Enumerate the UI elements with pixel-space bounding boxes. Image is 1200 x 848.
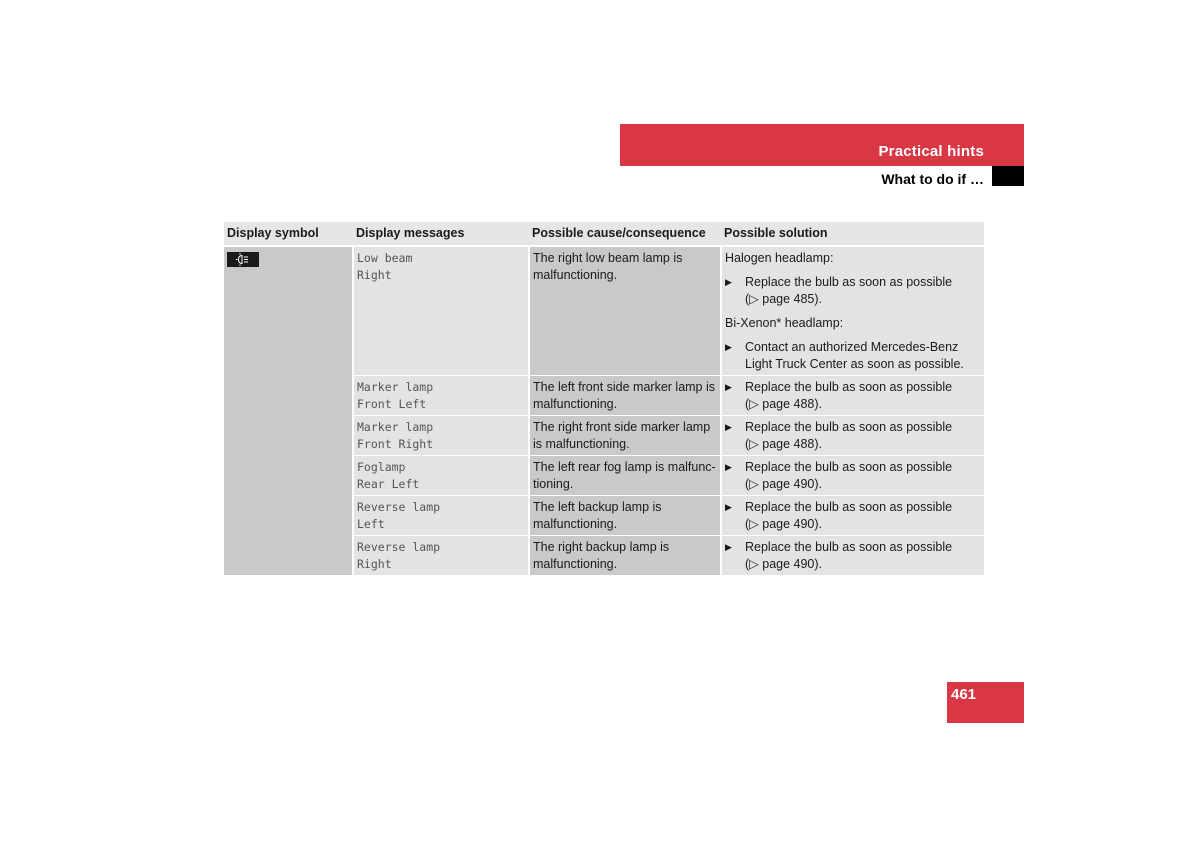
- page-reference: (▷ page 490).: [745, 517, 823, 531]
- solution-bullet: ▶ Replace the bulb as soon as possible: [725, 459, 981, 476]
- cause-cell: The left backup lamp is malfunctioning.: [529, 496, 721, 536]
- column-header-display-messages: Display messages: [353, 222, 529, 246]
- solution-bullet-continued: Light Truck Center as soon as possible.: [745, 357, 964, 371]
- display-message-cell: [353, 536, 529, 576]
- message-line: Rear Left: [357, 477, 420, 491]
- cause-cell: The right front side marker lamp is malfunctioning.: [529, 416, 721, 456]
- solution-bullet: ▶ Replace the bulb as soon as possible: [725, 499, 981, 516]
- message-line: Front Left: [357, 397, 427, 411]
- table-header-row: [224, 222, 984, 246]
- solution-bullet: ▶ Replace the bulb as soon as possible: [725, 419, 981, 436]
- message-line: Reverse lamp: [357, 500, 441, 514]
- solution-intro: Bi-Xenon* headlamp:: [725, 316, 844, 330]
- display-message-cell: [353, 246, 529, 376]
- message-line: Foglamp: [357, 460, 406, 474]
- headlamp-icon: [227, 252, 259, 267]
- solution-bullet: ▶ Replace the bulb as soon as possible: [725, 539, 981, 556]
- cause-cell: The left rear fog lamp is malfunc-tioning.: [529, 456, 721, 496]
- solution-cell: [721, 376, 984, 416]
- solution-bullet: ▶ Replace the bulb as soon as possible: [725, 379, 981, 396]
- message-line: Marker lamp: [357, 380, 434, 394]
- display-symbol-cell: [224, 246, 353, 576]
- cause-cell: The left front side marker lamp is malfunctioning.: [529, 376, 721, 416]
- message-line: Reverse lamp: [357, 540, 441, 554]
- display-messages-table: [224, 222, 984, 576]
- display-message-cell: [353, 376, 529, 416]
- page-number: 461: [951, 686, 977, 703]
- subsection-title: What to do if …: [881, 171, 984, 187]
- page-reference: (▷ page 485).: [745, 292, 823, 306]
- page-reference: (▷ page 488).: [745, 397, 823, 411]
- cause-cell: The right backup lamp is malfunctioning.: [529, 536, 721, 576]
- thumb-tab-marker: [992, 166, 1024, 186]
- solution-bullet: ▶ Contact an authorized Mercedes-Benz: [725, 339, 981, 356]
- page-reference: (▷ page 490).: [745, 477, 823, 491]
- solution-cell: [721, 456, 984, 496]
- message-line: Front Right: [357, 437, 434, 451]
- solution-cell: [721, 416, 984, 456]
- message-line: Left: [357, 517, 385, 531]
- column-header-possible-solution: Possible solution: [721, 222, 984, 246]
- cause-cell: The right low beam lamp is malfunctioning.: [529, 246, 721, 376]
- page-reference: (▷ page 488).: [745, 437, 823, 451]
- section-title: Practical hints: [878, 143, 984, 160]
- solution-bullet: ▶ Replace the bulb as soon as possible: [725, 274, 981, 291]
- table-row: [224, 246, 984, 376]
- column-header-possible-cause: Possible cause/consequence: [529, 222, 721, 246]
- message-line: Low beam: [357, 251, 413, 265]
- column-header-display-symbol: Display symbol: [224, 222, 353, 246]
- display-message-cell: [353, 496, 529, 536]
- message-line: Marker lamp: [357, 420, 434, 434]
- solution-cell: [721, 246, 984, 376]
- display-message-cell: [353, 456, 529, 496]
- solution-cell: [721, 496, 984, 536]
- message-line: Right: [357, 557, 392, 571]
- page-reference: (▷ page 490).: [745, 557, 823, 571]
- solution-cell: [721, 536, 984, 576]
- solution-intro: Halogen headlamp:: [725, 251, 834, 265]
- message-line: Right: [357, 268, 392, 282]
- display-message-cell: [353, 416, 529, 456]
